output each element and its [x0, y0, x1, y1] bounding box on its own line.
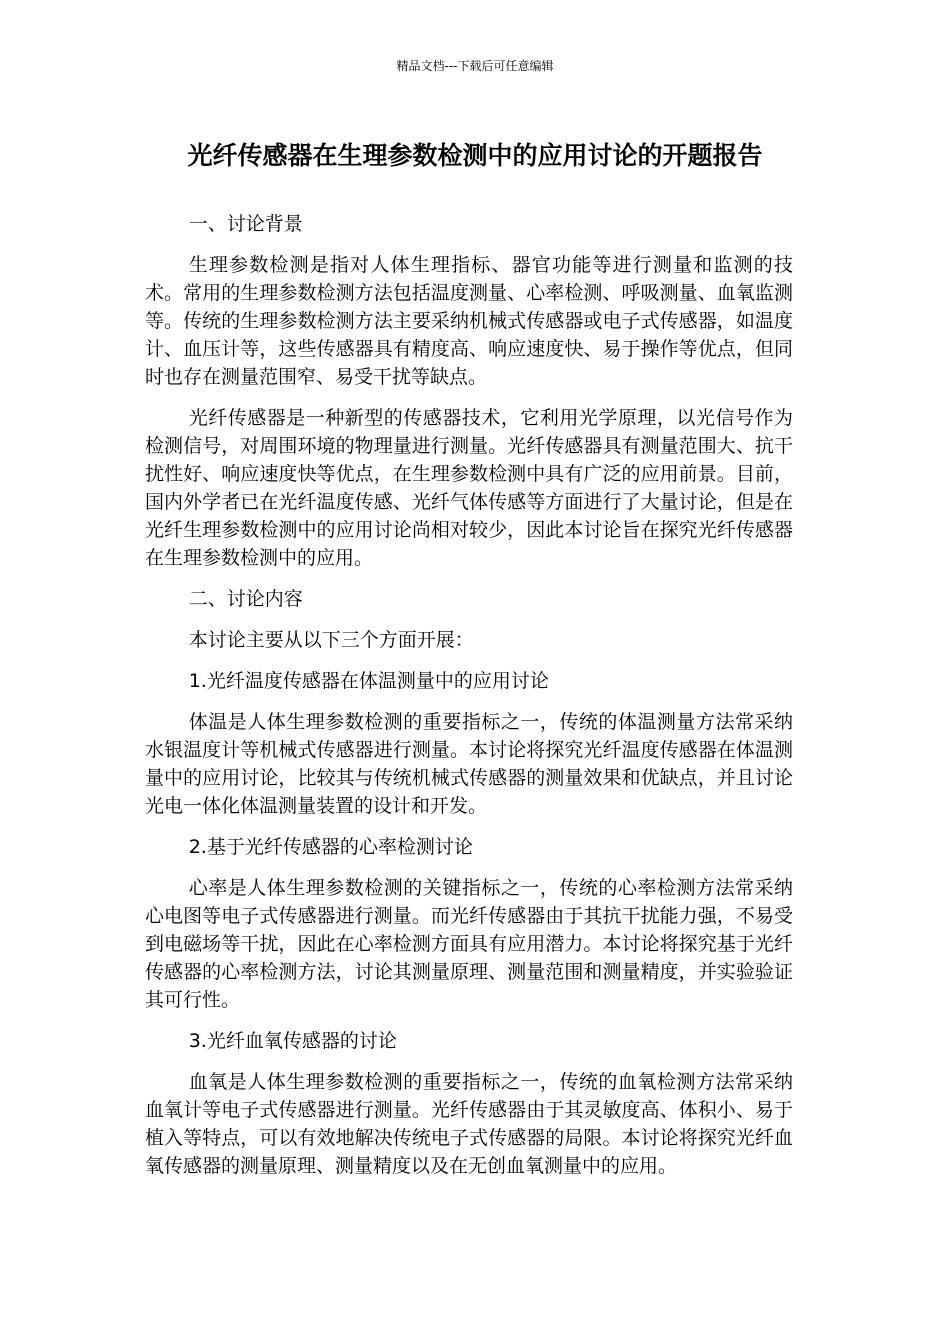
item-heading-heart-rate: 2.基于光纤传感器的心率检测讨论 — [188, 836, 473, 858]
item-heading-temperature: 1.光纤温度传感器在体温测量中的应用讨论 — [188, 670, 549, 692]
document-body — [145, 210, 793, 1193]
paragraph-content-intro: 本讨论主要从以下三个方面开展： — [188, 629, 474, 651]
paragraph-background-1: 生理参数检测是指对人体生理指标、器官功能等进行测量和监测的技术。常用的生理参数检测方法包括温度测量、心率检测、呼吸测量、血氧监测等。传统的生理参数检测方法主要采纳机械式传感器或电子式传感器，如温度计、血压计等，这些传感器具有精度高、响应速度快、易于操作等优点，但同时也存在测量范围窄、易受干扰等缺点。 — [145, 254, 793, 388]
paragraph-heart-rate: 心率是人体生理参数检测的关键指标之一，传统的心率检测方法常采纳心电图等电子式传感器进行测量。而光纤传感器由于其抗干扰能力强，不易受到电磁场等干扰，因此在心率检测方面具有应用潜力。本讨论将探究基于光纤传感器的心率检测方法，讨论其测量原理、测量范围和测量精度，并实验验证其可行性。 — [145, 877, 793, 1011]
section-heading-background: 一、讨论背景 — [188, 213, 303, 235]
item-heading-blood-oxygen: 3.光纤血氧传感器的讨论 — [188, 1030, 397, 1052]
paragraph-background-2: 光纤传感器是一种新型的传感器技术，它利用光学原理，以光信号作为检测信号，对周围环境的物理量进行测量。光纤传感器具有测量范围大、抗干扰性好、响应速度快等优点，在生理参数检测中具有广泛的应用前景。目前，国内外学者已在光纤温度传感、光纤气体传感等方面进行了大量讨论，但是在光纤生理参数检测中的应用讨论尚相对较少，因此本讨论旨在探究光纤传感器在生理参数检测中的应用。 — [145, 407, 793, 569]
paragraph-blood-oxygen: 血氧是人体生理参数检测的重要指标之一，传统的血氧检测方法常采纳血氧计等电子式传感器进行测量。光纤传感器由于其灵敏度高、体积小、易于植入等特点，可以有效地解决传统电子式传感器的局限。本讨论将探究光纤血氧传感器的测量原理、测量精度以及在无创血氧测量中的应用。 — [145, 1071, 793, 1177]
header-note: 精品文档---下载后可任意编辑 — [396, 59, 554, 73]
paragraph-temperature: 体温是人体生理参数检测的重要指标之一，传统的体温测量方法常采纳水银温度计等机械式传感器进行测量。本讨论将探究光纤温度传感器在体温测量中的应用讨论，比较其与传统机械式传感器的测量效果和优缺点，并且讨论光电一体化体温测量装置的设计和开发。 — [145, 711, 793, 817]
section-heading-content: 二、讨论内容 — [188, 588, 303, 610]
document-title: 光纤传感器在生理参数检测中的应用讨论的开题报告 — [187, 141, 763, 170]
